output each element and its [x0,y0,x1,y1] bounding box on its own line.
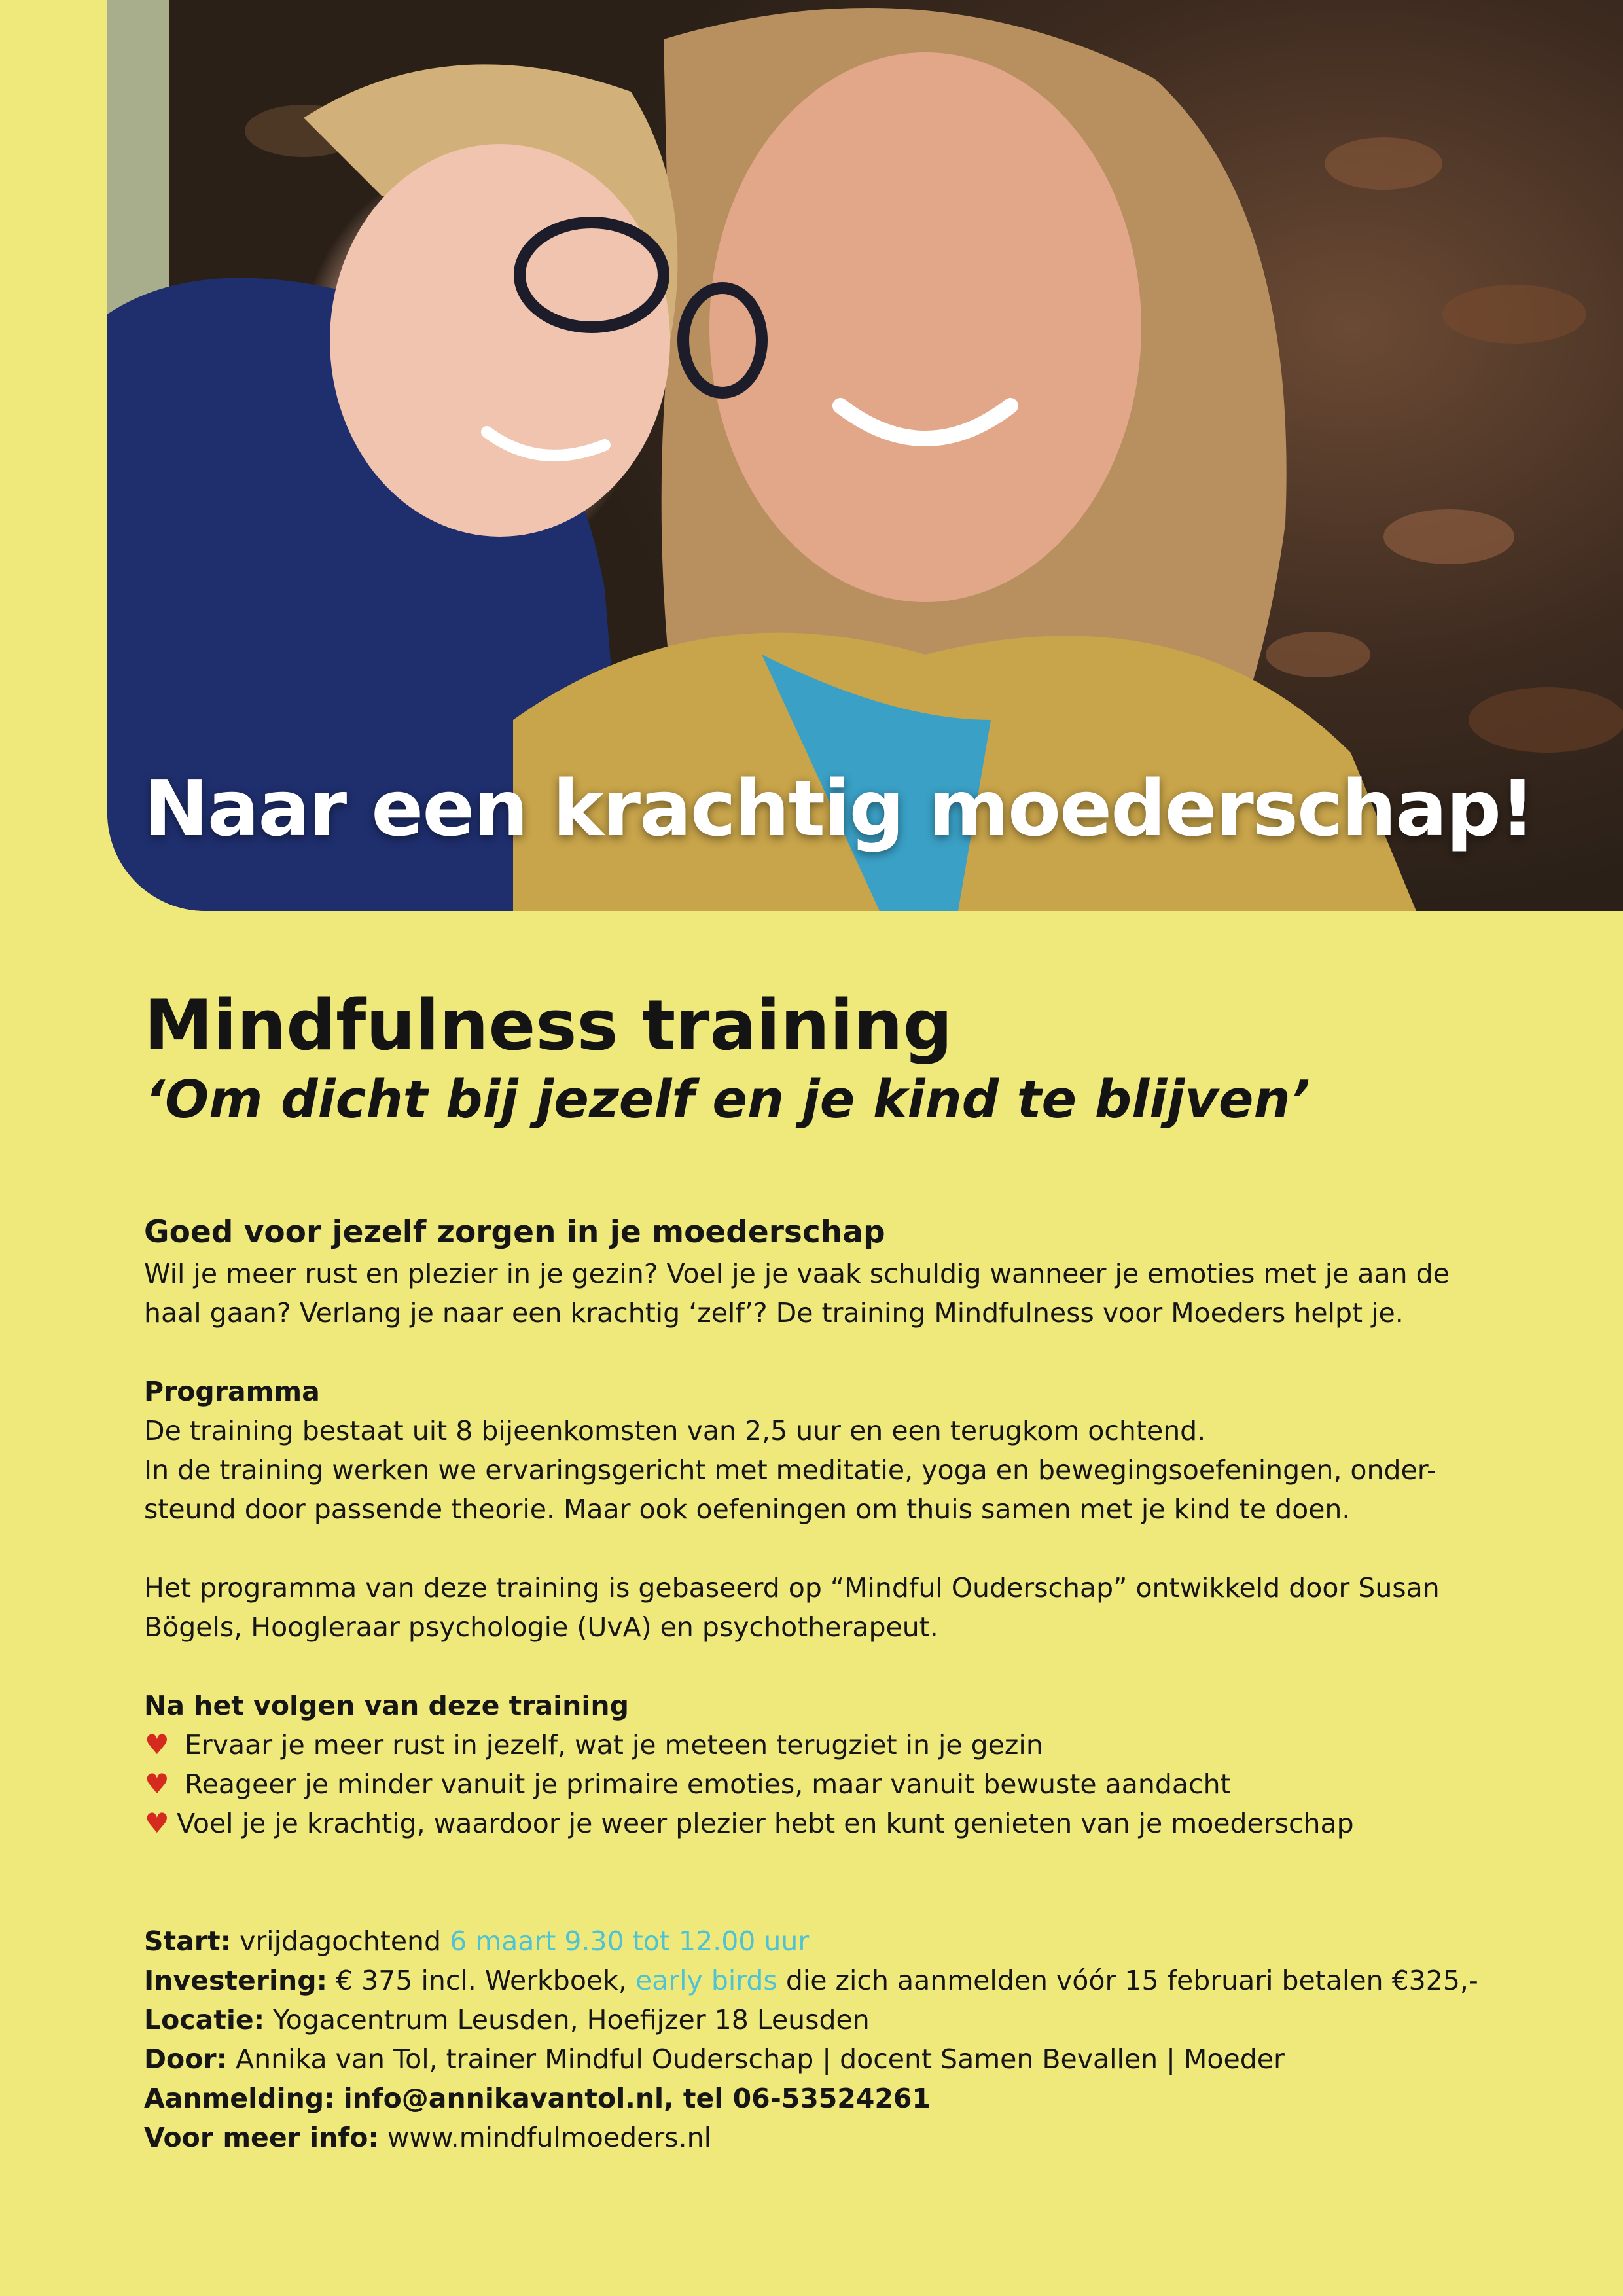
detail-locatie [144,2000,1518,2039]
detail-door [144,2039,1518,2079]
intro-heading: Goed voor jezelf zorgen in je moederschap [144,1214,885,1250]
detail-investering [144,1961,1518,2000]
detail-text: Yogacentrum Leusden, Hoefijzer 18 Leusden [273,2004,870,2036]
detail-label: Start: [144,1926,232,1957]
list-item-text: Ervaar je meer rust in jezelf, wat je meteen terugziet in je gezin [185,1729,1043,1761]
detail-aanmelding [144,2079,1518,2118]
detail-text: Annika van Tol, trainer Mindful Ouderschap | docent Samen Bevallen | Moeder [236,2043,1285,2075]
detail-text: vrijdagochtend [240,1926,442,1957]
intro-line: Wil je meer rust en plezier in je gezin? Voel je je vaak schuldig wanneer je emoties met je aan de [144,1258,1450,1289]
detail-label: Locatie: [144,2004,265,2036]
website-link[interactable]: www.mindfulmoeders.nl [387,2122,711,2153]
hero-photo [107,0,1623,911]
intro-line: haal gaan? Verlang je naar een krachtig ‘zelf’? De training Mindfulness voor Moeders helpt je. [144,1297,1404,1329]
detail-text: die zich aanmelden vóór 15 februari betalen €325,- [785,1965,1478,1996]
benefits-heading: Na het volgen van deze training [144,1690,629,1721]
list-item [144,1765,1518,1804]
programma-line: In de training werken we ervaringsgericht met meditatie, yoga en bewegingsoefeningen, onder- [144,1454,1436,1486]
list-item [144,1804,1518,1843]
page-subtitle: ‘Om dicht bij jezelf en je kind te blijven’ [145,1069,1310,1130]
programma-line: Het programma van deze training is gebaseerd op “Mindful Ouderschap” ontwikkeld door Susan [144,1572,1440,1604]
page-title: Mindfulness training [144,985,953,1066]
programma-line: Bögels, Hoogleraar psychologie (UvA) en psychotherapeut. [144,1611,938,1643]
detail-meer-info [144,2118,1518,2157]
programma-line: steund door passende theorie. Maar ook oefeningen om thuis samen met je kind te doen. [144,1494,1351,1525]
contact-info: info@annikavantol.nl, tel 06-53524261 [343,2083,931,2114]
heart-icon: ♥ [145,1768,169,1800]
detail-label: Voor meer info: [144,2122,379,2153]
detail-text: € 375 incl. Werkboek, [336,1965,627,1996]
content-body [144,1211,1518,2157]
list-item-text: Voel je je krachtig, waardoor je weer plezier hebt en kunt genieten van je moederschap [177,1808,1354,1839]
detail-start [144,1922,1518,1961]
heart-icon: ♥ [145,1807,169,1839]
detail-highlight: early birds [635,1965,777,1996]
hero-headline: Naar een krachtig moederschap! [144,763,1534,853]
list-item [144,1725,1518,1765]
detail-label: Investering: [144,1965,327,1996]
programma-heading: Programma [144,1376,320,1407]
programma-line: De training bestaat uit 8 bijeenkomsten van 2,5 uur en een terugkom ochtend. [144,1415,1206,1446]
detail-highlight: 6 maart 9.30 tot 12.00 uur [450,1926,810,1957]
detail-label: Aanmelding: [144,2083,335,2114]
heart-icon: ♥ [145,1729,169,1761]
list-item-text: Reageer je minder vanuit je primaire emoties, maar vanuit bewuste aandacht [185,1768,1231,1800]
detail-label: Door: [144,2043,227,2075]
